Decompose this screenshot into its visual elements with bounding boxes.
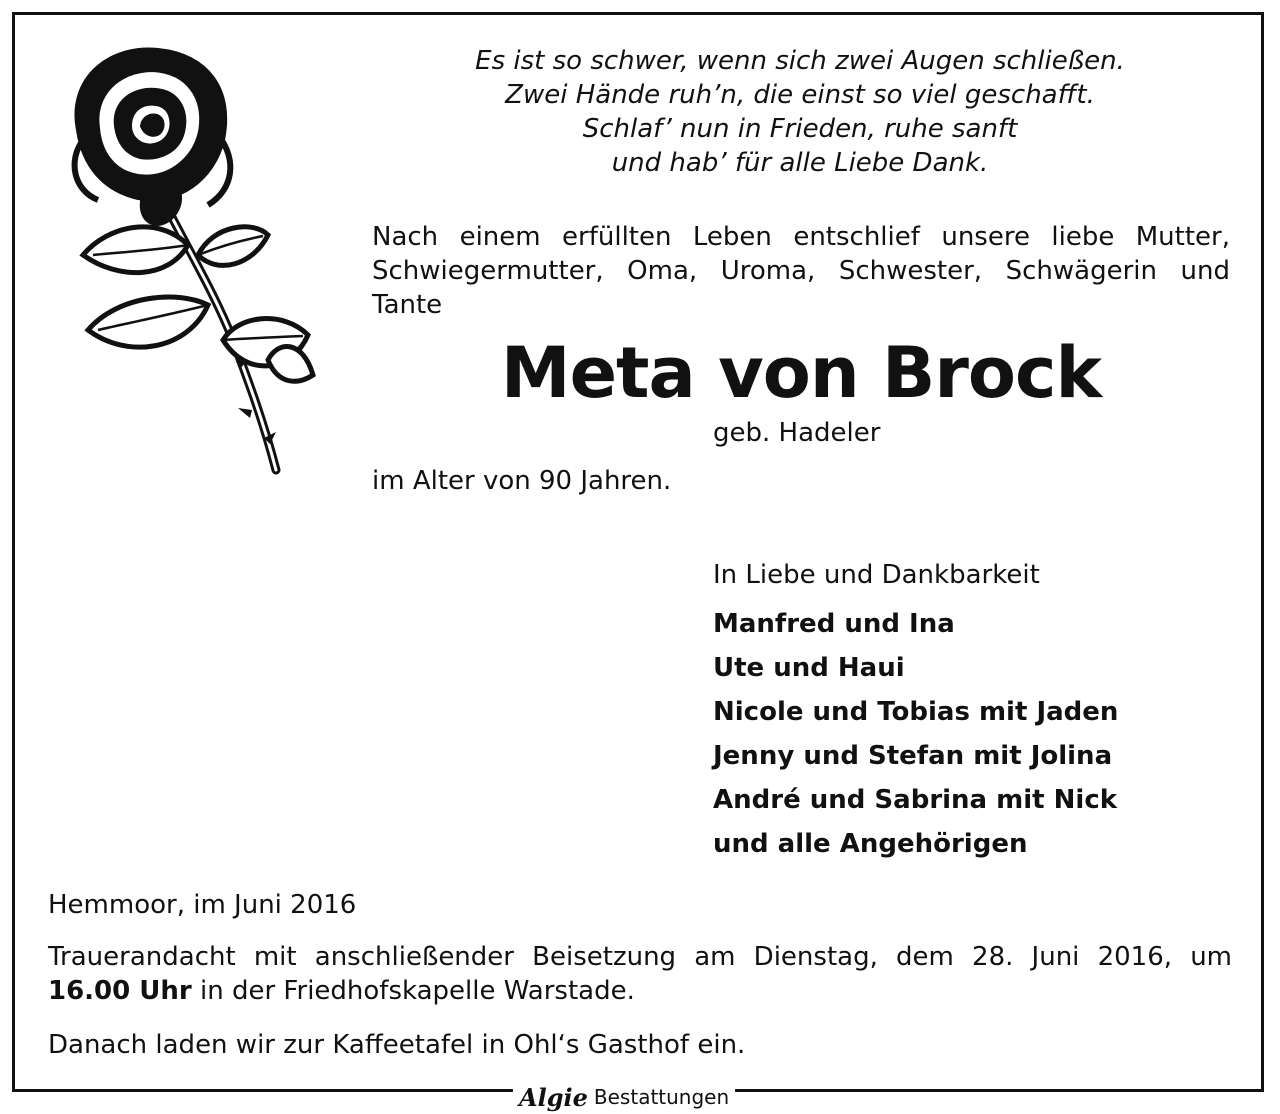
funeral-home-brand: Algie bbox=[519, 1082, 588, 1112]
mourner-name: Ute und Haui bbox=[713, 653, 905, 683]
place-date: Hemmoor, im Juni 2016 bbox=[48, 890, 357, 920]
mourner-name: Manfred und Ina bbox=[713, 609, 955, 639]
service-location: in der Friedhofskapelle Warstade. bbox=[200, 976, 635, 1006]
intro-line: Tante bbox=[372, 290, 443, 320]
intro-line: Schwiegermutter, Oma, Uroma, Schwester, Schwägerin und bbox=[372, 256, 1230, 286]
service-time: 16.00 Uhr bbox=[48, 976, 192, 1006]
poem-line: und hab’ für alle Liebe Dank. bbox=[611, 148, 989, 178]
poem-line: Schlaf’ nun in Frieden, ruhe sanft bbox=[582, 114, 1018, 144]
age-line: im Alter von 90 Jahren. bbox=[372, 466, 672, 496]
mourner-name: Nicole und Tobias mit Jaden bbox=[713, 697, 1119, 727]
intro-text bbox=[372, 220, 1230, 322]
poem-line: Zwei Hände ruh’n, die einst so viel geschafft. bbox=[505, 80, 1095, 110]
poem-line: Es ist so schwer, wenn sich zwei Augen schließen. bbox=[475, 46, 1125, 76]
service-line: Trauerandacht mit anschließender Beisetzung am Dienstag, dem 28. Juni 2016, um bbox=[48, 942, 1232, 972]
poem bbox=[370, 44, 1230, 180]
footer-logo bbox=[513, 1084, 735, 1110]
mourners-block bbox=[713, 558, 1118, 866]
service-info bbox=[48, 940, 1232, 1008]
mourner-name: und alle Angehörigen bbox=[713, 829, 1028, 859]
mourner-name: André und Sabrina mit Nick bbox=[713, 785, 1118, 815]
reception-info: Danach laden wir zur Kaffeetafel in Ohl‘s Gasthof ein. bbox=[48, 1030, 746, 1060]
maiden-name: geb. Hadeler bbox=[713, 418, 881, 448]
rose-icon bbox=[38, 40, 328, 480]
funeral-home-subtitle: Bestattungen bbox=[593, 1085, 730, 1109]
mourner-name: Jenny und Stefan mit Jolina bbox=[713, 741, 1113, 771]
mourners-intro: In Liebe und Dankbarkeit bbox=[713, 560, 1040, 590]
intro-line: Nach einem erfüllten Leben entschlief unsere liebe Mutter, bbox=[372, 222, 1230, 252]
deceased-name: Meta von Brock bbox=[500, 332, 1102, 414]
